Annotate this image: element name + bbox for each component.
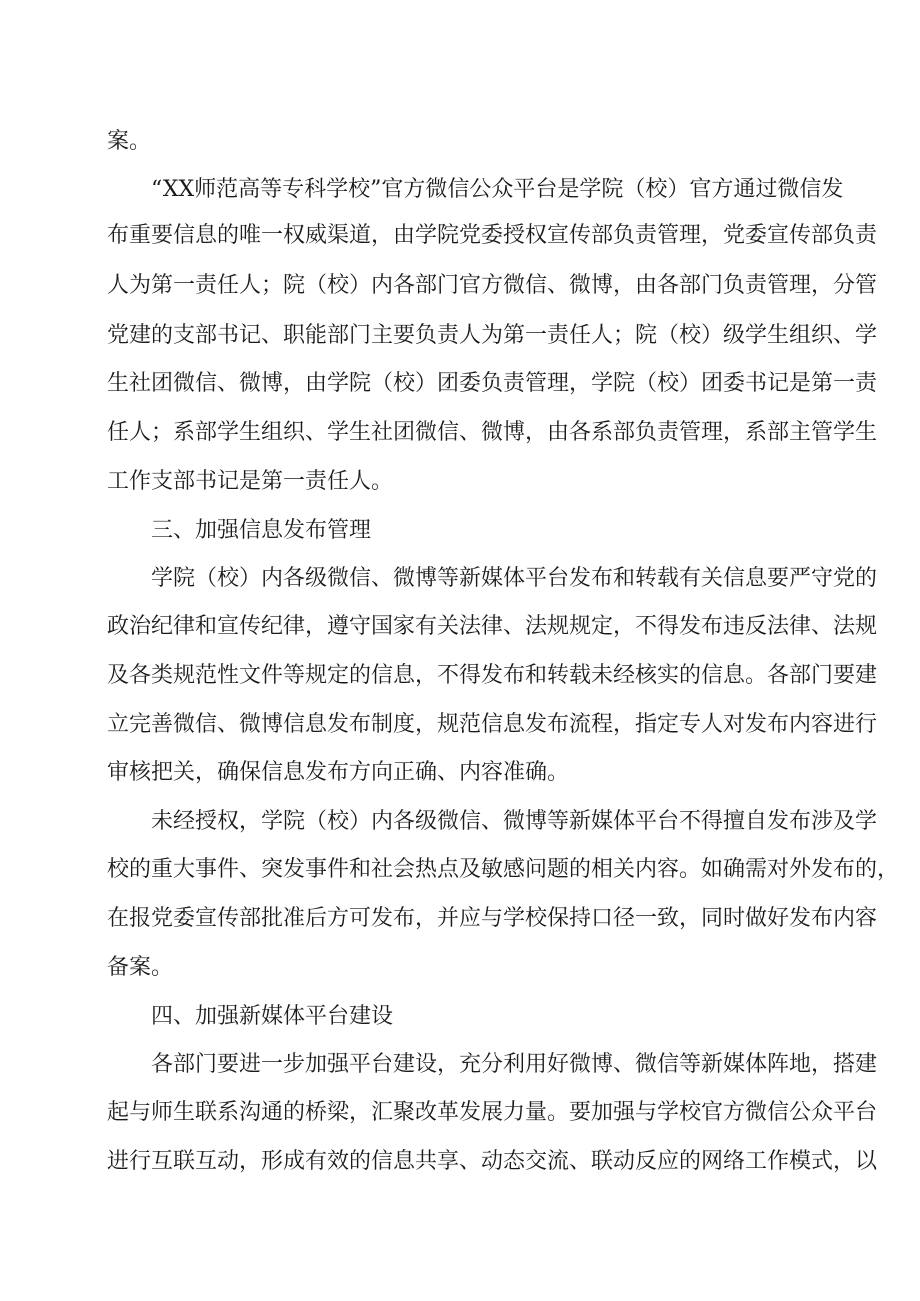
section-heading: 四、加强新媒体平台建设	[151, 1004, 394, 1029]
text-line: 及各类规范性文件等规定的信息，不得发布和转载未经核实的信息。各部门要建	[107, 663, 878, 688]
text-line: 案。	[107, 129, 152, 154]
text-line: 立完善微信、微博信息发布制度，规范信息发布流程，指定专人对发布内容进行	[107, 712, 878, 737]
text-line: 生社团微信、微博，由学院（校）团委负责管理，学院（校）团委书记是第一责	[107, 371, 878, 396]
text-line: 布重要信息的唯一权威渠道，由学院党委授权宣传部负责管理，党委宣传部负责	[107, 223, 878, 248]
text-line: 党建的支部书记、职能部门主要负责人为第一责任人；院（校）级学生组织、学	[107, 323, 878, 348]
paragraph-first-line: 未经授权，学院（校）内各级微信、微博等新媒体平台不得擅自发布涉及学	[151, 809, 878, 834]
paragraph-first-line: “XX师范高等专科学校”官方微信公众平台是学院（校）官方通过微信发	[151, 177, 844, 202]
paragraph-first-line: 学院（校）内各级微信、微博等新媒体平台发布和转载有关信息要严守党的	[151, 566, 878, 591]
text-line: 进行互联互动，形成有效的信息共享、动态交流、联动反应的网络工作模式，以	[107, 1149, 878, 1174]
text-line: 审核把关，确保信息发布方向正确、内容准确。	[107, 760, 570, 785]
text-line: 人为第一责任人；院（校）内各部门官方微信、微博，由各部门负责管理，分管	[107, 273, 878, 298]
text-line: 备案。	[107, 955, 174, 980]
paragraph-first-line: 各部门要进一步加强平台建设，充分利用好微博、微信等新媒体阵地，搭建	[151, 1052, 878, 1077]
text-line: 起与师生联系沟通的桥梁，汇聚改革发展力量。要加强与学校官方微信公众平台	[107, 1100, 878, 1125]
text-line: 政治纪律和宣传纪律，遵守国家有关法律、法规规定，不得发布违反法律、法规	[107, 614, 878, 639]
text-line: 任人；系部学生组织、学生社团微信、微博，由各系部负责管理，系部主管学生	[107, 420, 878, 445]
text-line: 校的重大事件、突发事件和社会热点及敏感问题的相关内容。如确需对外发布的，	[107, 857, 900, 882]
text-line: 工作支部书记是第一责任人。	[107, 469, 394, 494]
text-line: 在报党委宣传部批准后方可发布，并应与学校保持口径一致，同时做好发布内容	[107, 906, 878, 931]
section-heading: 三、加强信息发布管理	[151, 518, 372, 543]
